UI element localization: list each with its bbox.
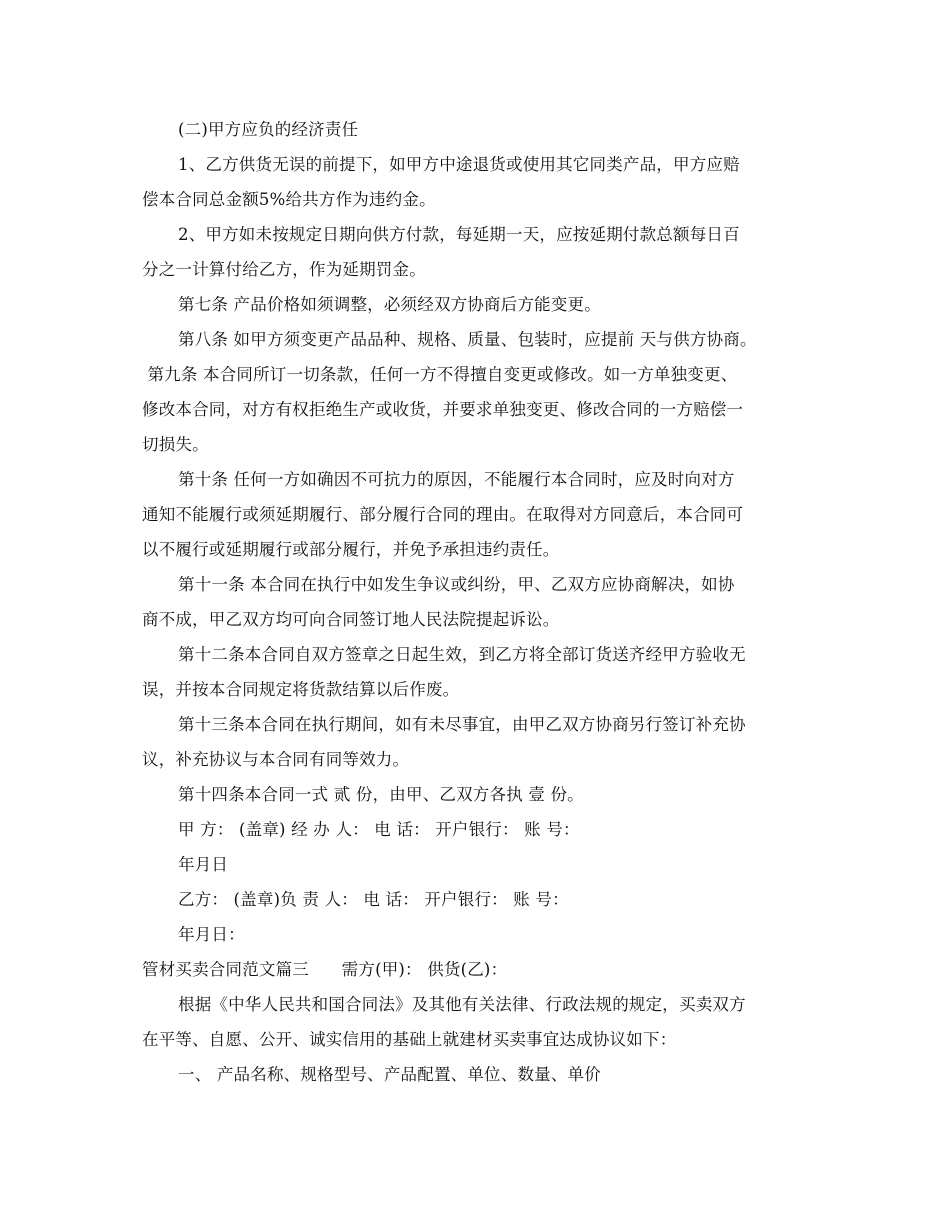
paragraph-line: 切损失。 [142, 435, 209, 454]
paragraph-line: 修改本合同，对方有权拒绝生产或收货，并要求单独变更、修改合同的一方赔偿一 [142, 400, 744, 419]
paragraph-line: 议，补充协议与本合同有同等效力。 [142, 750, 410, 769]
signature-line-party-b: 乙方： (盖章)负 责 人： 电 话： 开户银行： 账 号： [178, 890, 569, 909]
section-title: 管材买卖合同范文篇三 需方(甲)： 供货(乙)： [142, 960, 508, 979]
paragraph-line: 偿本合同总金额5%给共方作为违约金。 [142, 190, 436, 209]
paragraph-line: 第十四条本合同一式 贰 份，由甲、乙双方各执 壹 份。 [178, 785, 584, 804]
date-line-party-b: 年月日： [178, 925, 245, 944]
paragraph-line: 第十一条 本合同在执行中如发生争议或纠纷，甲、乙双方应协商解决，如协 [178, 575, 735, 594]
paragraph-line: 分之一计算付给乙方，作为延期罚金。 [142, 260, 426, 279]
paragraph-line: 第七条 产品价格如须调整，必须经双方协商后方能变更。 [178, 295, 601, 314]
paragraph-line: 第十条 任何一方如确因不可抗力的原因，不能履行本合同时，应及时向对方 [178, 470, 735, 489]
paragraph-line: 2、甲方如未按规定日期向供方付款，每延期一天，应按延期付款总额每日百 [178, 225, 740, 244]
date-line-party-a: 年月日 [178, 855, 229, 874]
signature-line-party-a: 甲 方： (盖章) 经 办 人： 电 话： 开户银行： 账 号： [178, 820, 580, 839]
paragraph-line: 以不履行或延期履行或部分履行，并免予承担违约责任。 [142, 540, 560, 559]
paragraph-line: 误，并按本合同规定将货款结算以后作废。 [142, 680, 460, 699]
paragraph-line: 第九条 本合同所订一切条款，任何一方不得擅自变更或修改。如一方单独变更、 [142, 365, 738, 384]
paragraph-line: 在平等、自愿、公开、诚实信用的基础上就建材买卖事宜达成协议如下： [142, 1030, 677, 1049]
paragraph-line: 通知不能履行或须延期履行、部分履行合同的理由。在取得对方同意后，本合同可 [142, 505, 744, 524]
paragraph-line: 一、 产品名称、规格型号、产品配置、单位、数量、单价 [178, 1065, 601, 1084]
paragraph-line: 第八条 如甲方须变更产品品种、规格、质量、包装时，应提前 天与供方协商。 [178, 330, 757, 349]
paragraph-line: 商不成，甲乙双方均可向合同签订地人民法院提起诉讼。 [142, 610, 560, 629]
paragraph-line: 第十三条本合同在执行期间，如有未尽事宜，由甲乙双方协商另行签订补充协 [178, 715, 746, 734]
section-heading: (二)甲方应负的经济责任 [178, 120, 359, 139]
paragraph-line: 1、乙方供货无误的前提下，如甲方中途退货或使用其它同类产品，甲方应赔 [178, 155, 740, 174]
paragraph-line: 根据《中华人民共和国合同法》及其他有关法律、行政法规的规定，买卖双方 [178, 995, 746, 1014]
paragraph-line: 第十二条本合同自双方签章之日起生效，到乙方将全部订货送齐经甲方验收无 [178, 645, 746, 664]
